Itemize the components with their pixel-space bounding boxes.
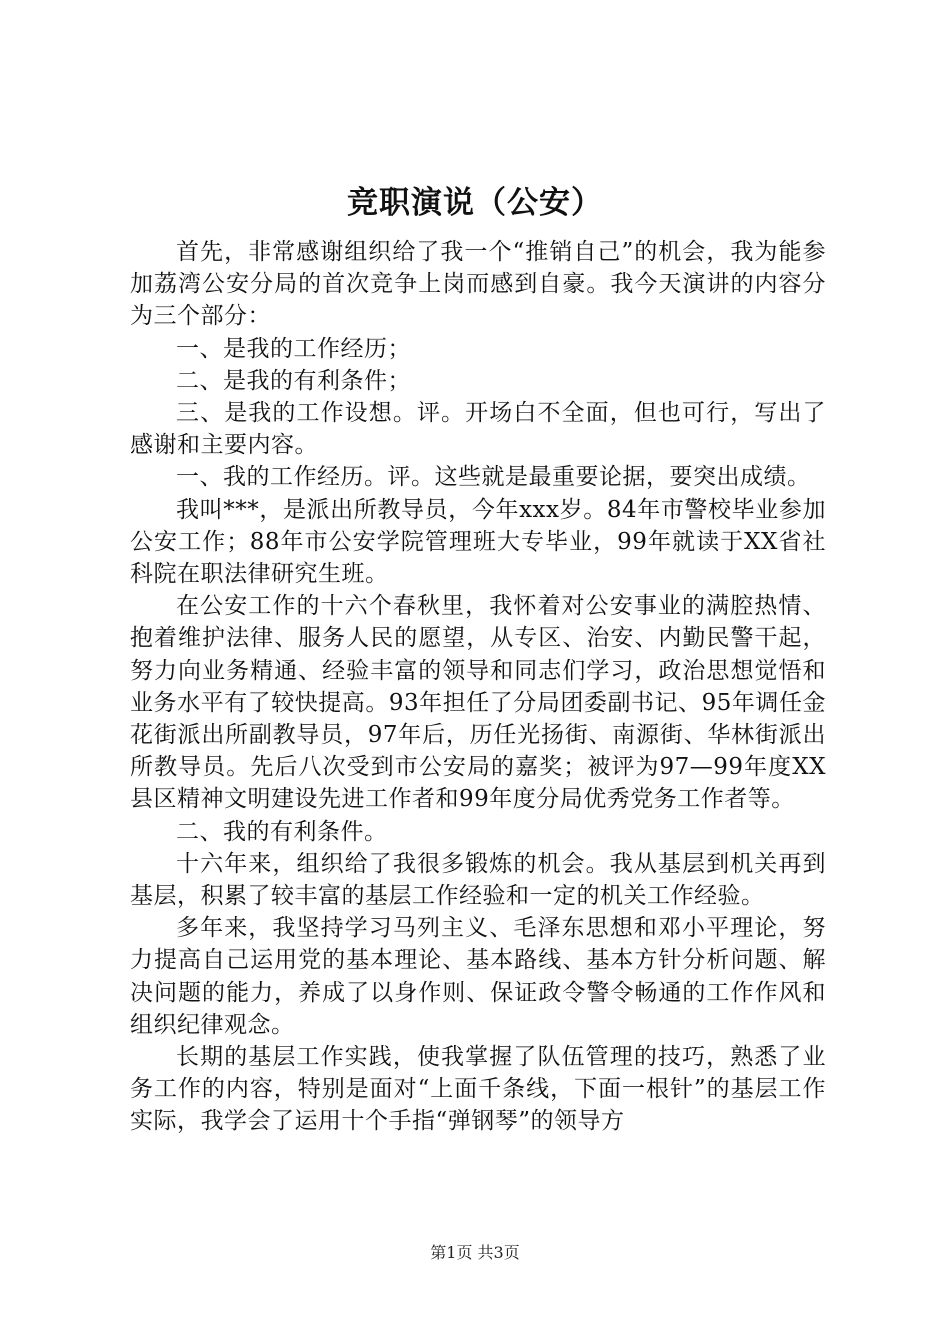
document-body (130, 236, 826, 1138)
paragraph: 我叫***，是派出所教导员，今年xxx岁。84年市警校毕业参加公安工作；88年市公安学院管理班大专毕业，99年就读于XX省社科院在职法律研究生班。 (130, 496, 826, 588)
paragraph: 首先，非常感谢组织给了我一个“推销自己”的机会，我为能参加荔湾公安分局的首次竞争上岗而感到自豪。我今天演讲的内容分为三个部分： (130, 239, 826, 330)
page-footer: 第1页 共3页 (430, 1243, 520, 1262)
paragraph: 一、是我的工作经历； (176, 335, 411, 362)
paragraph: 多年来，我坚持学习马列主义、毛泽东思想和邓小平理论，努力提高自己运用党的基本理论、基本路线、基本方针分析问题、解决问题的能力，养成了以身作则、保证政令警令畅通的工作作风和组织纪律观念。 (130, 915, 826, 1038)
paragraph: 一、我的工作经历。评。这些就是最重要论据，要突出成绩。 (176, 464, 811, 491)
paragraph: 长期的基层工作实践，使我掌握了队伍管理的技巧，熟悉了业务工作的内容，特别是面对“上面千条线，下面一根针”的基层工作实际，我学会了运用十个手指“弹钢琴”的领导方 (130, 1044, 826, 1135)
paragraph: 在公安工作的十六个春秋里，我怀着对公安事业的满腔热情、抱着维护法律、服务人民的愿望，从专区、治安、内勤民警干起，努力向业务精通、经验丰富的领导和同志们学习，政治思想觉悟和业务水平有了较快提高。93年担任了分局团委副书记、95年调任金花街派出所副教导员，97年后，历任光扬街、南源街、华林街派出所教导员。先后八次受到市公安局的嘉奖；被评为97—99年度XX县区精神文明建设先进工作者和99年度分局优秀党务工作者等。 (130, 593, 826, 813)
paragraph: 二、我的有利条件。 (176, 818, 388, 845)
paragraph: 二、是我的有利条件； (176, 367, 411, 394)
document-title: 竞职演说（公安） (347, 185, 603, 221)
paragraph: 十六年来，组织给了我很多锻炼的机会。我从基层到机关再到基层，积累了较丰富的基层工作经验和一定的机关工作经验。 (130, 850, 826, 910)
paragraph: 三、是我的工作设想。评。开场白不全面，但也可行，写出了感谢和主要内容。 (130, 400, 826, 459)
